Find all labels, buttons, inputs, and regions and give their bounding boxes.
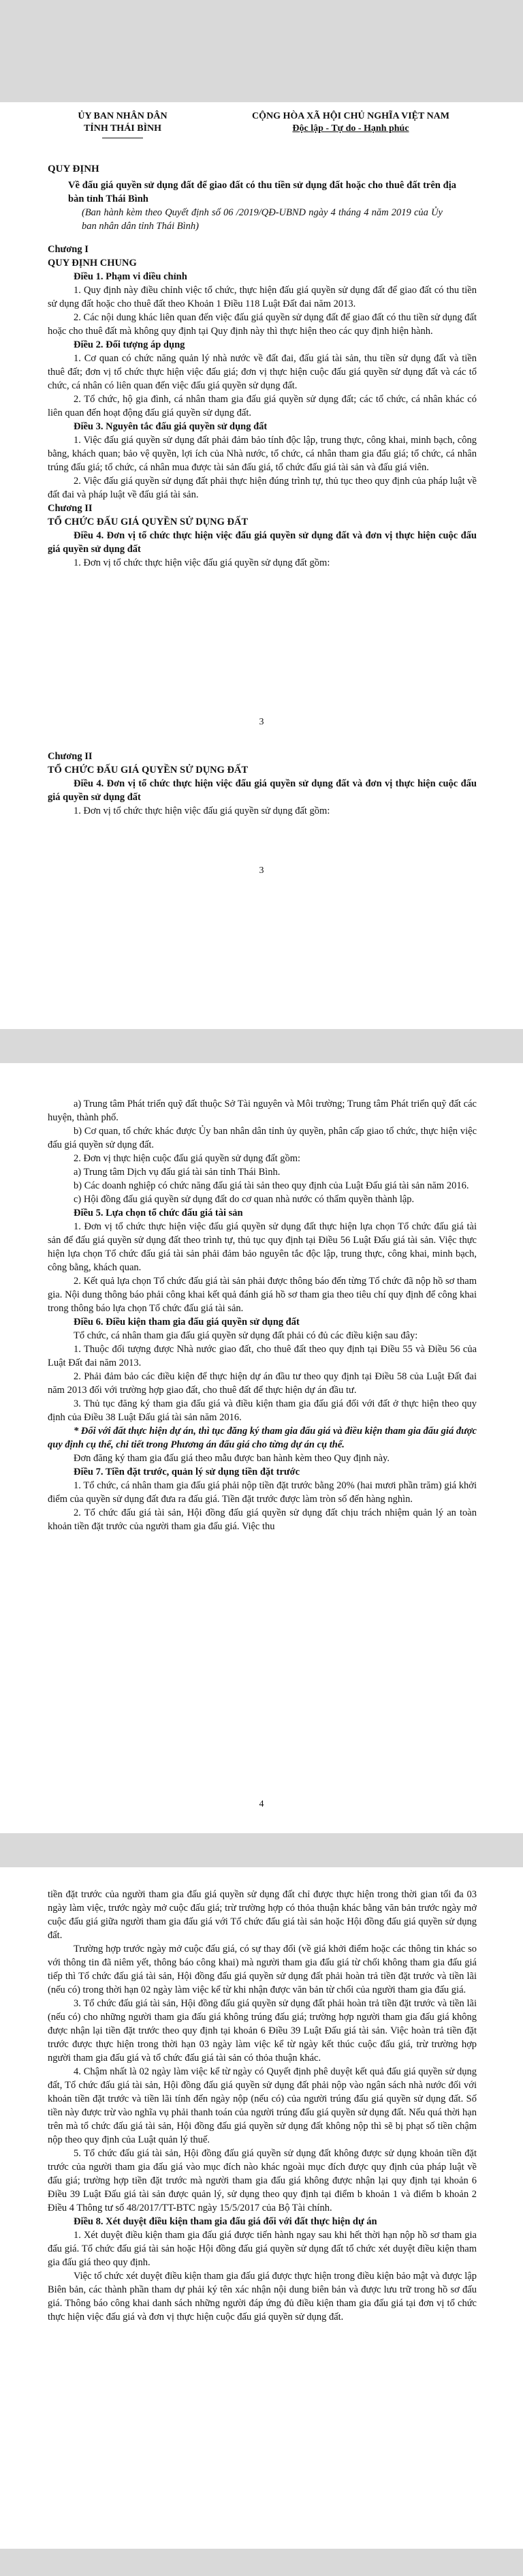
chapter-2-label: Chương II [48, 503, 93, 514]
chapter-2-title: TỔ CHỨC ĐẤU GIÁ QUYỀN SỬ DỤNG ĐẤT [48, 517, 249, 527]
article-2-para-2: 2. Tổ chức, hộ gia đình, cá nhân tham gia đấu giá quyền sử dụng đất; các tổ chức, cá nhân khác có liên quan đến hoạt động đấu giá quyền sử dụng đất. [48, 394, 477, 418]
page-gap-top [0, 0, 523, 102]
page-1-content [48, 162, 477, 570]
page-gap-bottom [0, 2549, 523, 2576]
page-3-content [48, 1888, 477, 2324]
p3-para-4: 4. Chậm nhất là 02 ngày làm việc kể từ ngày có Quyết định phê duyệt kết quả đấu giá quyền sử dụng đất, Tổ chức đấu giá tài sản, Hội đồng đấu giá quyền sử dụng đất phải nộp vào ngân sách nhà nước đối với khoản tiền đặt trước và tiền lãi tính đến ngày nộp (nếu có) của người trúng đấu giá quyền sử dụng đất. Số tiền này được trừ vào nghĩa vụ phải thanh toán của người trúng đấu giá quyền sử dụng đất. Nếu quá thời hạn trên mà tổ chức đấu giá tài sản, Hội đồng đấu giá quyền sử dụng đất không nộp thì sẽ bị phạt số tiền chậm nộp theo quy định của Luật quản lý thuế. [48, 2066, 477, 2145]
article-6-heading: Điều 6. Điều kiện tham gia đấu giá quyền sử dụng đất [74, 1317, 300, 1328]
article-3-heading: Điều 3. Nguyên tắc đấu giá quyền sử dụng đất [74, 421, 268, 432]
doc-title: QUY ĐỊNH [48, 164, 99, 174]
chapter-1-label: Chương I [48, 244, 89, 255]
p3-para-5: 5. Tổ chức đấu giá tài sản, Hội đồng đấu giá quyền sử dụng đất không được sử dụng khoản tiền đặt trước của người tham gia đấu giá vào mục đích nào khác ngoài mục đích được quy định của pháp luật về đấu giá; trường hợp tiền đặt trước mà người tham gia đấu giá không được nhận lại quy định tại khoản 6 Điều 39 Luật Đấu giá tài sản được quản lý, sử dụng theo quy định tại điểm b khoản 1 và điểm b khoản 2 Điều 4 Thông tư số 48/2017/TT-BTC ngày 15/5/2017 của Bộ Tài chính. [48, 2148, 477, 2213]
doc-subtitle: Về đấu giá quyền sử dụng đất để giao đất có thu tiền sử dụng đất hoặc cho thuê đất trên địa bàn tỉnh Thái Bình [68, 180, 456, 204]
page-number-3b: 3 [259, 865, 264, 876]
p2-a: a) Trung tâm Phát triển quỹ đất thuộc Sở Tài nguyên và Môi trường; Trung tâm Phát triển quỹ đất các huyện, thành phố. [48, 1099, 477, 1123]
page-number-4: 4 [259, 1799, 264, 1809]
chapter-2-label-dup: Chương II [48, 751, 93, 762]
article-1-para-2: 2. Các nội dung khác liên quan đến việc đấu giá quyền sử dụng đất để giao đất có thu tiền sử dụng đất hoặc cho thuê đất mà không quy định tại Quy định này thì thực hiện theo các quy định hiện hành. [48, 312, 477, 337]
p2-2a: a) Trung tâm Dịch vụ đấu giá tài sản tỉnh Thái Bình. [74, 1167, 281, 1178]
page-1-duplicate [48, 750, 477, 818]
article-7-para-1: 1. Tổ chức, cá nhân tham gia đấu giá phải nộp tiền đặt trước bằng 20% (hai mươi phần trăm) giá khởi điểm của quyền sử dụng đất đưa ra đấu giá. Tiền đặt trước được làm tròn số đến hàng nghìn. [48, 1480, 477, 1505]
doc-issued: (Ban hành kèm theo Quyết định số 06 /2019/QĐ-UBND ngày 4 tháng 4 năm 2019 của Ủy ban nhân dân tỉnh Thái Bình) [82, 207, 443, 232]
p2-2b: b) Các doanh nghiệp có chức năng đấu giá tài sản theo quy định của Luật Đấu giá tài sản năm 2016. [74, 1180, 469, 1191]
article-3-para-1: 1. Việc đấu giá quyền sử dụng đất phải đảm bảo tính độc lập, trung thực, công khai, minh bạch, công bằng, khách quan; bảo vệ quyền, lợi ích của Nhà nước, tổ chức, cá nhân tham gia đấu giá; tổ chức, cá nhân trúng đấu giá; tổ chức, cá nhân mua được tài sản đấu giá, tổ chức đấu giá tài sản và đấu giá viên. [48, 435, 477, 473]
article-6-para-3: 3. Thủ tục đăng ký tham gia đấu giá và điều kiện tham gia đấu giá đối với đất ở thực hiện theo quy định của Điều 38 Luật Đấu giá tài sản năm 2016. [48, 1398, 477, 1423]
issuer-line-2: TỈNH THÁI BÌNH [83, 123, 162, 134]
article-8-para-2: Việc tổ chức xét duyệt điều kiện tham gia đấu giá được thực hiện trong điều kiện bảo mật và được lập Biên bản, các thành phần tham dự phải ký tên xác nhận nội dung biên bản và được lưu trữ trong hồ sơ đấu giá. Thông báo công khai danh sách những người đáp ứng đủ điều kiện tham gia đấu giá tại đơn vị tổ chức thực hiện việc đấu giá và đơn vị thực hiện cuộc đấu giá quyền sử dụng đất. [48, 2271, 477, 2322]
article-2-para-1: 1. Cơ quan có chức năng quản lý nhà nước về đất đai, đấu giá tài sản, thu tiền sử dụng đất và tiền thuê đất; đơn vị tổ chức thực hiện việc đấu giá; đơn vị thực hiện cuộc đấu giá quyền sử dụng đất và các tổ chức, cá nhân có liên quan đến việc đấu giá quyền sử dụng đất. [48, 353, 477, 391]
chapter-1-title: QUY ĐỊNH CHUNG [48, 258, 137, 269]
page-gap-1 [0, 1029, 523, 1063]
page-2-content [48, 1097, 477, 1533]
article-7-heading: Điều 7. Tiền đặt trước, quản lý sử dụng tiền đặt trước [74, 1467, 300, 1477]
p2-b: b) Cơ quan, tổ chức khác được Ủy ban nhân dân tỉnh ủy quyền, phân cấp giao tổ chức, thực hiện việc đấu giá quyền sử dụng đất. [48, 1126, 477, 1150]
p3-change: Trường hợp trước ngày mở cuộc đấu giá, có sự thay đổi (về giá khởi điểm hoặc các thông tin khác so với thông tin đã niêm yết, thông báo công khai) mà người tham gia đấu giá từ chối không tham gia đấu giá tiếp thì Tổ chức đấu giá tài sản, Hội đồng đấu giá quyền sử dụng đất phải hoàn trả tiền đặt trước và tiền lãi (nếu có) trong thời hạn 02 ngày làm việc kể từ khi nhận được văn bản từ chối của người tham gia đấu giá. [48, 1944, 477, 1995]
document-header [48, 110, 477, 158]
article-1-heading: Điều 1. Phạm vi điều chỉnh [74, 271, 187, 282]
article-8-heading: Điều 8. Xét duyệt điều kiện tham gia đấu giá đối với đất thực hiện dự án [74, 2216, 377, 2227]
national-motto: Độc lập - Tự do - Hạnh phúc [292, 123, 409, 134]
p3-para-3: 3. Tổ chức đấu giá tài sản, Hội đồng đấu giá quyền sử dụng đất phải hoàn trả tiền đặt trước và tiền lãi (nếu có) cho những người tham gia đấu giá không trúng đấu giá; trường hợp người tham gia đấu giá không được nhận lại tiền đặt trước theo quy định tại khoản 6 Điều 39 Luật Đấu giá tài sản. Việc hoàn trả tiền đặt trước được thực hiện trong thời hạn 03 ngày làm việc kể từ ngày kết thúc cuộc đấu giá, trừ trường hợp người tham gia đấu giá và tổ chức đấu giá tài sản có thỏa thuận khác. [48, 1998, 477, 2064]
issuer-line-1: ỦY BAN NHÂN DÂN [78, 111, 168, 121]
chapter-2-title-dup: TỔ CHỨC ĐẤU GIÁ QUYỀN SỬ DỤNG ĐẤT [48, 765, 249, 776]
article-6-para-2: 2. Phải đảm bảo các điều kiện để thực hiện dự án đầu tư theo quy định tại Điều 58 của Luật Đất đai năm 2013 đối với trường hợp giao đất, cho thuê đất để thực hiện dự án đầu tư. [48, 1371, 477, 1396]
page-number-3a: 3 [259, 717, 264, 727]
page-gap-2 [0, 1833, 523, 1867]
article-6-note: * Đối với đất thực hiện dự án, thì tục đăng ký tham gia đấu giá và điều kiện tham gia đấu giá được quy định cụ thể, chi tiết trong Phương án đấu giá cho từng dự án cụ thể. [48, 1426, 477, 1450]
article-6-end: Đơn đăng ký tham gia đấu giá theo mẫu được ban hành kèm theo Quy định này. [74, 1453, 390, 1464]
p3-continuation: tiền đặt trước của người tham gia đấu giá quyền sử dụng đất chỉ được thực hiện trong thời gian tối đa 03 ngày làm việc, trước ngày mở cuộc đấu giá; trừ trường hợp có thỏa thuận khác bằng văn bản trước ngày mở cuộc đấu giá giữa người tham gia đấu giá với Tổ chức đấu giá tài sản hoặc Hội đồng đấu giá quyền sử dụng đất. [48, 1889, 477, 1941]
article-6-intro: Tổ chức, cá nhân tham gia đấu giá quyền sử dụng đất phải có đủ các điều kiện sau đây: [74, 1330, 418, 1341]
article-5-heading: Điều 5. Lựa chọn tổ chức đấu giá tài sản [74, 1208, 243, 1218]
article-3-para-2: 2. Việc đấu giá quyền sử dụng đất phải thực hiện đúng trình tự, thủ tục theo quy định của pháp luật về đất đai và pháp luật về đấu giá tài sản. [48, 476, 477, 500]
article-4-para-1-dup: 1. Đơn vị tổ chức thực hiện việc đấu giá quyền sử dụng đất gồm: [74, 806, 330, 816]
article-4-heading: Điều 4. Đơn vị tổ chức thực hiện việc đấu giá quyền sử dụng đất và đơn vị thực hiện cuộc đấu giá quyền sử dụng đất [48, 530, 477, 555]
article-1-para-1: 1. Quy định này điều chỉnh việc tổ chức, thực hiện đấu giá quyền sử dụng đất để giao đất có thu tiền sử dụng đất hoặc cho thuê đất theo Khoản 1 Điều 118 Luật Đất đai năm 2013. [48, 285, 477, 309]
p2-2: 2. Đơn vị thực hiện cuộc đấu giá quyền sử dụng đất gồm: [74, 1153, 301, 1164]
article-4-para-1: 1. Đơn vị tổ chức thực hiện việc đấu giá quyền sử dụng đất gồm: [74, 557, 330, 568]
p2-2c: c) Hội đồng đấu giá quyền sử dụng đất do cơ quan nhà nước có thẩm quyền thành lập. [74, 1194, 415, 1205]
article-2-heading: Điều 2. Đối tượng áp dụng [74, 339, 185, 350]
article-6-para-1: 1. Thuộc đối tượng được Nhà nước giao đất, cho thuê đất theo quy định tại Điều 55 và Điều 56 của Luật Đất đai năm 2013. [48, 1344, 477, 1368]
article-7-para-2: 2. Tổ chức đấu giá tài sản, Hội đồng đấu giá quyền sử dụng đất chịu trách nhiệm quản lý an toàn khoản tiền đặt trước của người tham gia đấu giá. Việc thu [48, 1507, 477, 1532]
article-8-para-1: 1. Xét duyệt điều kiện tham gia đấu giá được tiến hành ngay sau khi hết thời hạn nộp hồ sơ tham gia đấu giá. Tổ chức đấu giá tài sản hoặc Hội đồng đấu giá quyền sử dụng đất tổ chức xét duyệt điều kiện tham gia đấu giá theo quy định. [48, 2230, 477, 2268]
article-5-para-2: 2. Kết quả lựa chọn Tổ chức đấu giá tài sản phải được thông báo đến từng Tổ chức đã nộp hồ sơ tham gia. Nội dung thông báo phải công khai kết quả đánh giá hồ sơ tham gia theo tiêu chí quy định để công khai trong thông báo lựa chọn Tổ chức đấu giá tài sản. [48, 1276, 477, 1314]
article-4-heading-dup: Điều 4. Đơn vị tổ chức thực hiện việc đấu giá quyền sử dụng đất và đơn vị thực hiện cuộc đấu giá quyền sử dụng đất [48, 778, 477, 803]
article-5-para-1: 1. Đơn vị tổ chức thực hiện việc đấu giá quyền sử dụng đất thực hiện lựa chọn Tổ chức đấu giá tài sản để đấu giá quyền sử dụng đất theo trình tự, thủ tục quy định tại Điều 56 Luật Đấu giá tài sản. Việc thực hiện lựa chọn Tổ chức đấu giá tài sản phải đảm bảo nguyên tắc độc lập, trung thực, công khai, minh bạch, công bằng, khách quan. [48, 1221, 477, 1273]
national-title: CỘNG HÒA XÃ HỘI CHỦ NGHĨA VIỆT NAM [251, 111, 449, 121]
